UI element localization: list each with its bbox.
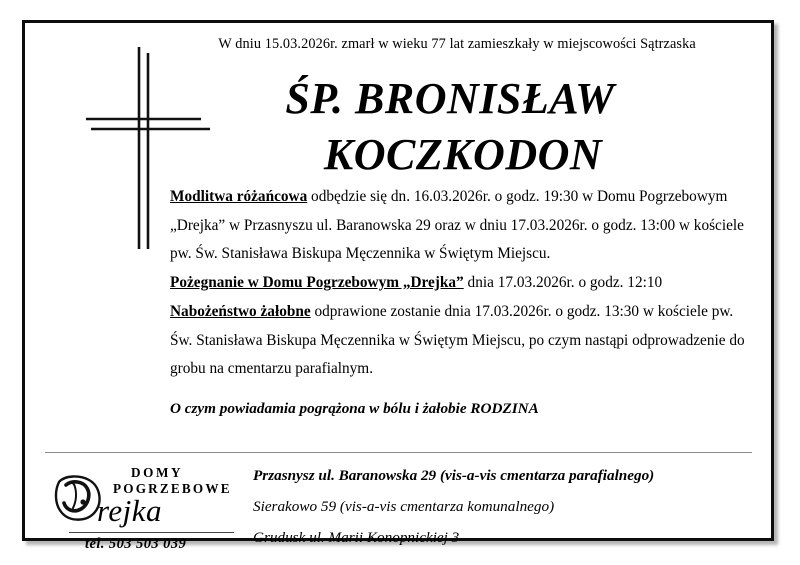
deceased-name-line-2: KOCZKODON [323, 130, 603, 180]
ceremony-service [170, 298, 750, 384]
deceased-name-line-1: ŚP. BRONISŁAW [285, 74, 615, 123]
family-note: O czym powiadamia pogrążona w bólu i żałobie RODZINA [170, 399, 539, 417]
ceremony-rosary-label: Modlitwa różańcowa [170, 188, 308, 205]
ceremony-details [170, 183, 750, 424]
death-announcement-line: W dniu 15.03.2026r. zmarł w wieku 77 lat zamieszkały w miejscowości Sątrzaska [218, 36, 696, 52]
ceremony-rosary-text: odbędzie się dn. 16.03.2026r. o godz. 19:30 w Domu Pogrzebowym „Drejka” w Przasnyszu ul. Baranowska 29 oraz w dniu 17.03.2026r. o godz. 13:00 w kościele pw. Św. Stanisława Biskupa Męczennika w Świętym Miejscu. [170, 188, 744, 263]
logo-phone-number: tel. 503 503 039 [85, 536, 187, 552]
ceremony-service-text: odprawione zostanie dnia 17.03.2026r. o godz. 13:30 w kościele pw. Św. Stanisława Biskupa Męczennika w Świętym Miejscu, po czym nastąpi odprowadzenie do grobu na cmentarzu parafialnym. [170, 302, 745, 378]
footer-divider [45, 452, 752, 453]
ceremony-service-label: Nabożeństwo żałobne [170, 302, 311, 320]
branch-address-1: Przasnysz ul. Baranowska 29 (vis-a-vis cmentarza parafialnego) [253, 467, 655, 484]
funeral-notice-card [22, 20, 774, 552]
ceremony-farewell-label: Pożegnanie w Domu Pogrzebowym „Drejka” [170, 274, 464, 292]
logo-line-domy: DOMY [131, 465, 184, 480]
deceased-name [145, 71, 755, 184]
branch-addresses [253, 460, 753, 553]
branch-address-2: Sierakowo 59 (vis-a-vis cmentarza komunalnego) [253, 498, 555, 515]
logo-rule [69, 532, 234, 533]
ceremony-rosary [170, 183, 750, 269]
company-logo [53, 460, 238, 552]
logo-line-pogrzebowe: POGRZEBOWE [113, 481, 232, 496]
logo-name-rejka: rejka [97, 493, 163, 528]
branch-address-3: Grudusk ul. Marii Konopnickiej 3 [253, 529, 460, 546]
ceremony-farewell [170, 269, 750, 298]
ceremony-farewell-text: dnia 17.03.2026r. o godz. 12:10 [463, 274, 663, 292]
